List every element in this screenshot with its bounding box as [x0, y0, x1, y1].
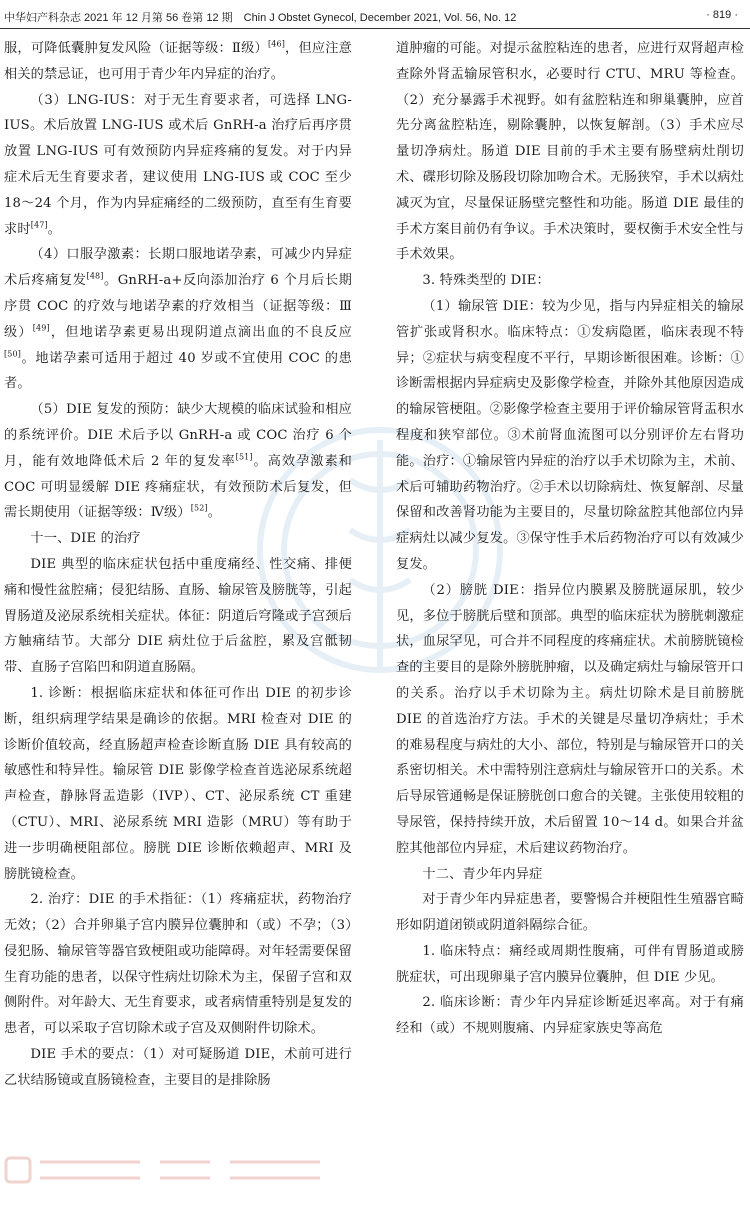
paragraph-text: 服，可降低囊肿复发风险（证据等级：Ⅱ级）: [4, 41, 268, 56]
paragraph: [396, 268, 744, 294]
citation-ref: [47]: [30, 220, 48, 230]
paragraph: [396, 578, 744, 862]
paragraph-text: （5）DIE 复发的预防：缺少大规模的临床试验和相应的系统评价。DIE 术后予以 GnRH-a 或 COC 治疗 6 个月，能有效地降低术后 2 年的复发率: [4, 402, 352, 469]
paragraph: [396, 294, 744, 578]
paragraph: [4, 552, 352, 681]
paragraph-text: DIE 手术的要点：（1）对可疑肠道 DIE，术前可进行乙状结肠镜或直肠镜检查，主要目的是排除肠: [4, 1047, 352, 1088]
journal-citation: 中华妇产科杂志 2021 年 12 月第 56 卷第 12 期 Chin J Obstet Gynecol, December 2021, Vol. 56, No. 12: [4, 12, 517, 24]
paragraph-text: 1. 临床特点：痛经或周期性腹痛，可伴有胃肠道或膀胱症状，可出现卵巢子宫内膜异位囊肿，但 DIE 少见。: [396, 943, 744, 985]
citation-ref: [50]: [4, 349, 22, 359]
page-number: · 819 ·: [706, 9, 738, 21]
header-rule: [0, 28, 750, 29]
paragraph-text: 1. 诊断：根据临床症状和体征可作出 DIE 的初步诊断，组织病理学结果是确诊的依据。MRI 检查对 DIE 的诊断价值较高，经直肠超声检查诊断直肠 DIE 具有较高的敏感性和特异性。输尿管 DIE 影像学检查首选泌尿系统超声检查，静脉肾盂造影（IVP）、CT、泌尿系统 CT 重建（CTU）、MRI、泌尿系统 MRI 造影（MRU）等有助于进一步明确梗阻部位。膀胱 DIE 诊断依赖超声、MRI 及膀胱镜检查。: [4, 685, 352, 882]
paragraph: [4, 887, 352, 1042]
paragraph: [4, 1042, 352, 1094]
paragraph-text: 十二、青少年内异症: [422, 866, 543, 882]
paragraph: [4, 242, 352, 397]
citation-ref: [48]: [86, 271, 104, 281]
section-heading: [4, 526, 352, 552]
paragraph-text: DIE 典型的临床症状包括中重度痛经、性交痛、排便痛和慢性盆腔痛；侵犯结肠、直肠、输尿管及膀胱等，引起胃肠道及泌尿系统相关症状。体征：阴道后穹隆或子宫颈后方触痛结节。大部分 DIE 病灶位于后盆腔，累及宫骶韧带、直肠子宫陷凹和阴道直肠隔。: [4, 556, 352, 676]
citation-ref: [51]: [235, 452, 253, 462]
paragraph: [396, 939, 744, 991]
publisher-footer-logo: [0, 1150, 330, 1190]
paragraph: [396, 887, 744, 939]
paragraph-text: 3. 特殊类型的 DIE：: [422, 273, 550, 289]
section-heading: [396, 862, 744, 888]
citation-ref: [46]: [267, 39, 285, 49]
right-column: [396, 36, 744, 1042]
paragraph-text: 。地诺孕素可适用于超过 40 岁或不宜使用 COC 的患者。: [4, 350, 352, 392]
left-column: [4, 36, 352, 1094]
running-header: [0, 0, 750, 30]
paragraph-text: 十一、DIE 的治疗: [30, 531, 141, 547]
paragraph-text: 道肿瘤的可能。对提示盆腔粘连的患者，应进行双肾超声检查除外肾盂输尿管积水，必要时行 CTU、MRU 等检查。（2）充分暴露手术视野。如有盆腔粘连和卵巢囊肿，应首先分离盆腔粘连，剔除囊肿，以恢复解剖。（3）手术应尽量切净病灶。肠道 DIE 目前的手术主要有肠壁病灶削切术、碟形切除及肠段切除加吻合术。无肠狭窄，手术以病灶减灭为宜，尽量保证肠壁完整性和功能。肠道 DIE 最佳的手术方案目前仍有争议。手术决策时，要权衡手术安全性与手术效果。: [396, 41, 744, 263]
paragraph-text: （3）LNG-IUS：对于无生育要求者，可选择 LNG-IUS。术后放置 LNG-IUS 或术后 GnRH-a 治疗后再序贯放置 LNG-IUS 可有效预防内异症疼痛的复发。对于内异症术后无生育要求者，建议使用 LNG-IUS 或 COC 至少 18～24 个月，作为内异症痛经的二级预防，直至有生育要求时: [4, 92, 352, 237]
paragraph: [4, 681, 352, 887]
paragraph: [396, 36, 744, 268]
paragraph: [4, 397, 352, 526]
paragraph-text: 。: [47, 221, 62, 237]
citation-ref: [52]: [190, 503, 208, 513]
paragraph: [396, 990, 744, 1042]
paragraph: [4, 36, 352, 88]
paragraph-text: （2）膀胱 DIE：指异位内膜累及膀胱逼尿肌，较少见，多位于膀胱后壁和顶部。典型的临床症状为膀胱刺激症状，血尿罕见，可合并不同程度的疼痛症状。术前膀胱镜检查的主要目的是除外膀胱肿瘤，以及确定病灶与输尿管开口的关系。治疗以手术切除为主。病灶切除术是目前膀胱 DIE 的首选治疗方法。手术的关键是尽量切净病灶；手术的难易程度与病灶的大小、部位，特别是与输尿管开口的关系密切相关。术中需特别注意病灶与输尿管开口的关系。术后导尿管通畅是保证膀胱创口愈合的关键。主张使用较粗的导尿管，保持持续开放，术后留置 10～14 d。如果合并盆腔其他部位内异症，术后建议药物治疗。: [396, 582, 744, 856]
paragraph-text: 2. 临床诊断：青少年内异症诊断延迟率高。对于有痛经和（或）不规则腹痛、内异症家族史等高危: [396, 995, 744, 1037]
paragraph-text: 。GnRH-a+反向添加治疗 6 个月后长期序贯 COC 的疗效与地诺孕素的疗效相当（证据等级：Ⅲ级）: [4, 273, 352, 340]
paragraph-text: 对于青少年内异症患者，要警惕合并梗阻性生殖器官畸形如阴道闭锁或阴道斜隔综合征。: [396, 892, 744, 934]
paragraph-text: ，但地诺孕素更易出现阴道点滴出血的不良反应: [49, 324, 352, 340]
citation-ref: [49]: [32, 323, 50, 333]
paragraph-text: ，但应注意相关的禁忌证，也可用于青少年内异症的治疗。: [4, 41, 353, 82]
paragraph-text: 2. 治疗：DIE 的手术指征：（1）疼痛症状，药物治疗无效；（2）合并卵巢子宫内膜异位囊肿和（或）不孕；（3）侵犯肠、输尿管等器官致梗阻或功能障碍。对年轻需要保留生育功能的患者，以保守性病灶切除术为主，保留子宫和双侧附件。对年龄大、无生育要求，或者病情重特别是复发的患者，可以采取子宫切除术或子宫及双侧附件切除术。: [4, 892, 352, 1037]
paragraph-text: （1）输尿管 DIE：较为少见，指与内异症相关的输尿管扩张或肾积水。临床特点：①发病隐匿，临床表现不特异；②症状与病变程度不平行，早期诊断很困难。诊断：①诊断需根据内异症病史及影像学检查，并除外其他原因造成的输尿管梗阻。②影像学检查主要用于评价输尿管肾盂积水程度和狭窄部位。③术前肾血流图可以分别评价左右肾功能。治疗：①输尿管内异症的治疗以手术切除为主，术前、术后可辅助药物治疗。②手术以切除病灶、恢复解剖、尽量保留和改善肾功能为主要目的，尽量切除盆腔其他部位内异症病灶以减少复发。③保守性手术后药物治疗可以有效减少复发。: [396, 298, 744, 572]
paragraph-text: 。: [207, 505, 222, 521]
paragraph-text: 。高效孕激素和 COC 可明显缓解 DIE 疼痛症状，有效预防术后复发，但需长期使用（证据等级：Ⅳ级）: [4, 453, 352, 521]
paragraph: [4, 88, 352, 243]
paragraph-text: （4）口服孕激素：长期口服地诺孕素，可减少内异症术后疼痛复发: [4, 247, 352, 289]
